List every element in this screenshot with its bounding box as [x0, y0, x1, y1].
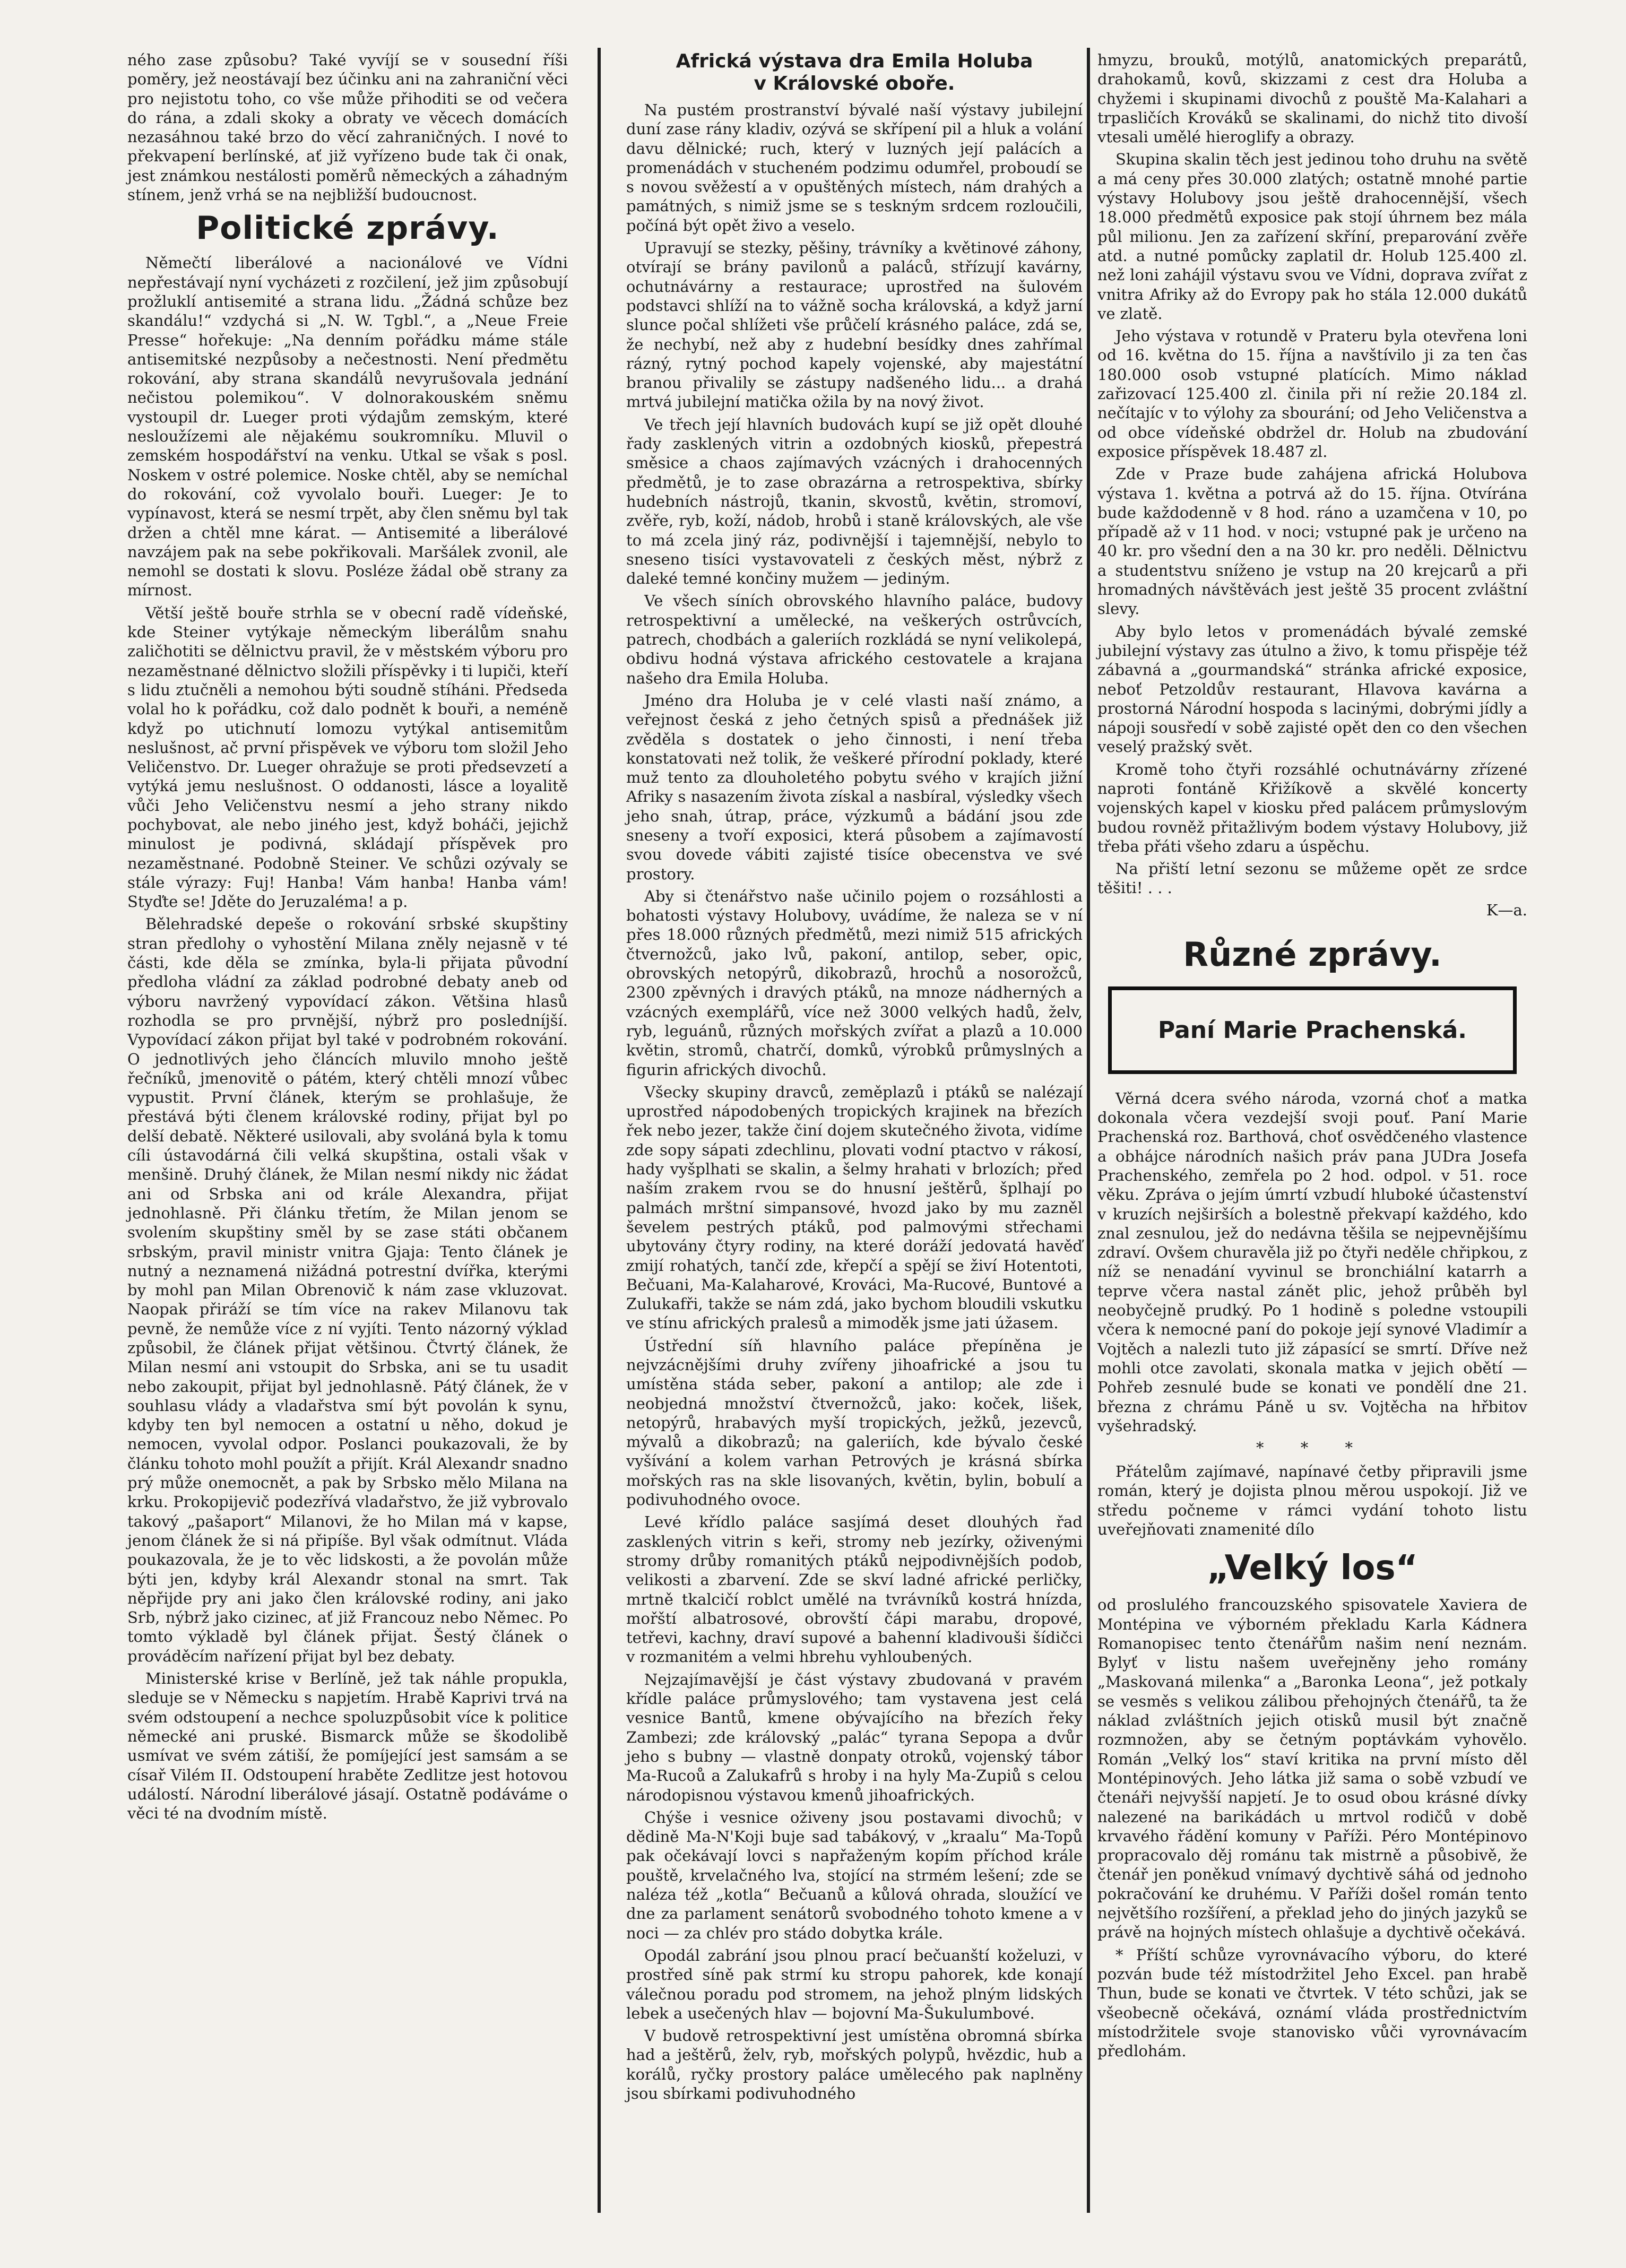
column-right [1097, 50, 1527, 2064]
paragraph: Věrná dcera svého národa, vzorná choť a matka dokonala včera vezdejší svoji pouť. Paní Marie Prachenská roz. Barthová, choť osvědčeného vlastence a obhájce národních našich práv pana JUDra Josefa Prachenského, zemřela po 2 hod. odpol. v 51. roce věku. Zpráva o jejím úmrtí vzbudí hluboké účastenství v kruzích nejširších a bolestně překvapí každého, kdo znal zesnulou, jež do nedávna těšila se nejpevnějšímu zdraví. Ovšem churavěla již po čtyři neděle chřipkou, z níž se nenadání vyvinul se bronchiální katarrh a teprve včera nastal zánět plic, jehož průběh byl neobyčejně prudký. Po 1 hodině s poledne vstoupili včera k nemocné paní do pokoje její synové Vladimír a Vojtěch a nalezli tuto již zápasící se smrtí. Dříve než mohli otce zavolati, skonala matka v jejich obětí — Pohřeb zesnulé bude se konati ve pondělí dne 21. března z chrámu Páně u sv. Vojtěcha na hřbitov vyšehradský. [1097, 1089, 1527, 1435]
article-headline [626, 50, 1083, 95]
paragraph: Aby bylo letos v promenádách bývalé zemské jubilejní výstavy zas útulno a živo, k tomu přispěje též zábavná a „gourmandská“ stránka africké exposice, neboť Petzoldův restaurant, Hlavova kavárna a prostorná Národní hospoda s lacinými, dobrými jídly a nápoji sousředí v sobě zajisté opět den co den všechen veselý pražský svět. [1097, 622, 1527, 756]
paragraph: Opodál zabrání jsou plnou prací bečuanští koželuzi, v prostřed síně pak strmí ku stropu pahorek, kde konají válečnou poradu pod stromem, na jehož plným lidských lebek a usečených hlav — bojovní Ma-Šukulumbové. [626, 1946, 1083, 2022]
paragraph: Přátelům zajímavé, napínavé četby připravili jsme román, který je dojista plnou měrou uspokojí. Již ve středu počneme v rámci vydání tohoto listu uveřejňovati znamenité dílo [1097, 1462, 1527, 1538]
column-left [127, 50, 568, 1826]
separator-stars: * * * [1256, 1439, 1369, 1457]
paragraph: Chýše i vesnice oživeny jsou postavami divochů; v dědině Ma-N'Koji buje sad tabákový, v „kraalu“ Ma-Topů pak očekávají lovci s napřaženým kopím příchod krále pouště, krvelačného lva, stojící na strmém lešení; zde se naléza též „kotla“ Bečuanů a kůlová ohrada, sloužící ve dne za parlament senátorů svobodného tohoto kmene a v noci — za chlév pro stádo dobytka krále. [626, 1808, 1083, 1942]
column-middle [626, 50, 1083, 2106]
paragraph: Bělehradské depeše o rokování srbské skupštiny stran předlohy o vyhostění Milana zněly nejasně v té části, kde děla se zmínka, byla-li přijata původní předloha vládní za základ podrobné debaty aneb od výboru navržený vypovídací zákon. Většina hlasů rozhodla se pro prvnější, nýbrž pro posledníjší. Vypovídací zákon přijat byl také v podrobném rokování. O jednotlivých jeho článcích mluvilo mnoho ještě řečníků, jmenovitě o pátém, který chtěli mnozí vůbec vypustit. První článek, kterým se prohlašuje, že přestává býti členem královské rodiny, přijat byl po delší debatě. Některé usilovali, aby svoláná byla k tomu cíli ústavodárná čili velká skupština, ostali však v menšině. Druhý článek, že Milan nesmí nikdy nic žádat ani od Srbska ani od krále Alexandra, přijat jednohlasně. Při článku třetím, že Milan jenom se svolením skupštiny směl by se zase státi občanem srbským, pravil ministr vnitra Gjaja: Tento článek je nutný a neznamená nižádná potrestní dvířka, kterými by mohl pan Milan Obrenovič k nám zase vkluzovat. Naopak přiráží se tím více na rakev Milanovu tak pevně, že nemůže více z ní vyjíti. Tento názorný výklad způsobil, že článek přijat většinou. Čtvrtý článek, že Milan nesmí ani vstoupit do Srbska, ani se tu usadit nebo zakoupit, přijat byl jednohlasně. Pátý článek, že v souhlasu vlády a vladařstva smí být povolán k synu, kdyby ten byl nemocen a ostatní u něho, dokud je nemocen, vyvolal odpor. Poslanci poukazovali, že by článku tohoto mohl použít a přijít. Král Alexandr snadno prý může onemocnět, a pak by Srbsko mělo Milana na krku. Prokopijevič podezřívá vladařstvo, že již vybrovalo takový „pašaport“ Milanovi, že ho Milan má v kapse, jenom článek že si ná připíše. Byl však odmítnut. Vláda poukazovala, že je to věc lidskosti, a že povolán může býti jen, kdyby král Alexandr stonal na smrt. Tak něpřijde pry ani jako člen královské rodiny, ani jako Srb, nýbrž jako cizinec, ať již Francouz nebo Němec. Po tomto výkladě byl článek přijat. Šestý článek o prováděcím nařízení přijat byl bez debaty. [127, 915, 568, 1665]
paragraph: V budově retrospektivní jest umístěna obromná sbírka had a ještěrů, želv, ryb, mořských polypů, hvězdic, hub a korálů, ryčky prostory paláce umělecého pak naplněny jsou sbírkami podivuhodného [626, 2027, 1083, 2102]
paragraph: Na pustém prostranství bývalé naší výstavy jubilejní duní zase rány kladiv, ozývá se skřípení pil a hluk a volání davu dělnické; ruch, který v luzných její palácích a promenádách v stucheném podzimu odumřel, proboudí se s novou svěžestí a v opuštěných místech, nám drahých a památných, s nimiž jsme se s teskným srdcem rozloučili, počíná být opět živo a veselo. [626, 101, 1083, 235]
serial-title: „Velký los“ [1207, 1548, 1418, 1588]
paragraph: Levé křídlo paláce sasjímá deset dlouhých řad zasklených vitrin s keři, stromy neb jezírky, oživenými stromy drůby romanitých ptáků nejpodivnějších podob, velikosti a zbarvení. Zde se skví ladné africké perličky, mrtně tkalcičí roblct umělé na tvrávníků kostrá hnízda, mořští albatrosové, obrovští čápi marabu, dropové, tetřevi, kachny, draví supové a bahenní kladivouši šídičci v rozmanitém a velmi hbrehu vyhloubených. [626, 1513, 1083, 1666]
paragraph: Jeho výstava v rotundě v Prateru byla otevřena loni od 16. května do 15. října a navštívilo ji za ten čas 180.000 osob vstupné platících. Mimo náklad zařizovací 125.400 zl. činila při ní režie 20.184 zl. nečítajíc v to výlohy za sbourání; od Jeho Veličenstva a od obce vídeňské obdržel dr. Holub na zbudování exposice příspěvek 18.487 zl. [1097, 327, 1527, 461]
paragraph: Zde v Praze bude zahájena africká Holubova výstava 1. května a potrvá až do 15. října. Otvírána bude každodenně v 8 hod. ráno a uzamčena v 10, po případě až v 11 hod. v noci; vstupné pak je určeno na 40 kr. pro všední den a na 30 kr. pro neděli. Dělnictvu a studentstvu sníženo je vstup na 20 krejcarů a při hromadných návštěvách jest ještě 35 procent zvláštní slevy. [1097, 465, 1527, 618]
headline-line: Africká výstava dra Emila Holuba [676, 50, 1033, 72]
paragraph: Skupina skalin těch jest jedinou toho druhu na světě a má ceny přes 30.000 zlatých; ostatně mnohé partie výstavy Holubovy jsou ještě drahocennější, všech 18.000 předmětů exposice pak stojí úhrnem bez mála půl milionu. Jen za zařízení skříní, preparování zvěře atd. a nutné pomůcky zaplatil dr. Holub 125.400 zl. než loni zahájil výstavu svou ve Vídni, doprava zvířat z vnitra Afriky až do Evropy pak ho stála 12.000 dukátů ve zlatě. [1097, 150, 1527, 323]
paragraph: Aby si čtenářstvo naše učinilo pojem o rozsáhlosti a bohatosti výstavy Holubovy, uvádíme, že naleza se v ní přes 18.000 různých předmětů, mezi nimiž 515 afrických čtvernožců, jako lvů, pakoní, antilop, seber, opic, obrovských netopýrů, dikobrazů, hrochů a nosorožců, 2300 zpěvných i dravých ptáků, na mnoze nádherných a vzácných exemplářů, více než 3000 velkých hadů, želv, ryb, leguánů, různých mořských zvířat a plazů a 10.000 květin, stromů, chatrčí, domků, výrobků průmyslných a figurin afrických divochů. [626, 887, 1083, 1079]
section-title-politics: Politické zprávy. [196, 210, 499, 247]
paragraph: * Příští schůze vyrovnávacího výboru, do které pozván bude též místodržitel Jeho Excel. pan hrabě Thun, bude se konati ve čtvrtek. V této schůzi, jak se všeobecně očekává, oznámí vláda prostřednictvím místodržitele svoje stanovisko vůči vyrovnávacím předlohám. [1097, 1945, 1527, 2061]
paragraph: Větší ještě bouře strhla se v obecní radě vídeňské, kde Steiner vytýkaje německým liberálům snahu zaličhotiti se dělnictvu pravil, že v městském výboru pro nezaměstnané dělnictvo složili příspěvky i ti lupiči, kteří s lidu ztučněli a nemohou býti soudně stíháni. Předseda volal ho k pořádku, což dalo podnět k bouři, a neméně když po utichnutí lomozu vytýkal antisemitům neslušnost, ač první přispěvek ve výboru tom složil Jeho Veličenstvo. Dr. Lueger ohražuje se proti předsevzetí a vytýká jemu neslušnost. O oddanosti, lásce a loyalitě vůči Jeho Veličenstvu nesmí a jeho strany nikdo pochybovat, ale nebo jiného jest, když boháči, jejichž minulost je podivná, skládají příspěvek pro nezaměstnané. Podobně Steiner. Ve schůzi ozývaly se stále výrazy: Fuj! Hanba! Vám hanba! Hanba vám! Styďte se! Jděte do Jeruzaléma! a p. [127, 603, 568, 911]
paragraph: Upravují se stezky, pěšiny, trávníky a květinové záhony, otvírají se brány pavilonů a paláců, střízují kavárny, ochutnávárny a restaurace; uprostřed na šulovém podstavci shlíží na to vážně socha královská, a když jarní slunce počal shlížeti vše průčelí krásného paláce, zdá se, že nechybí, než aby z hudební besídky dnes zahřímal rázný, rytný pochod kapely vojenské, aby majestátní branou přivalily se zástupy nadšeného lidu... a drahá mrtvá jubilejní matička ožila by na nový život. [626, 239, 1083, 411]
paragraph: Ve třech její hlavních budovách kupí se již opět dlouhé řady zasklených vitrin a ozdobných kiosků, přepestrá směsice a chaos zajímavých vzácných i drahocenných předmětů, je to zase obrazárna a retrospektiva, sbírky hudebních nástrojů, tkanin, skvostů, květin, stromoví, zvěře, ryb, koží, nádob, hrobů i staně královských, ale vše to má zcela jiný ráz, podivnější i tajemnější, nebylo to sneseno tisíci vystavovateli z českých měst, nýbrž z daleké temné končiny mužem — jediným. [626, 415, 1083, 588]
paragraph: Ministerské krise v Berlíně, jež tak náhle propukla, sleduje se v Německu s napjetím. Hrabě Kaprivi trvá na svém odstoupení a nechce spoluzpůsobit více k politice německé ani pruské. Bismarck může se škodolibě usmívat ve svém zátiší, že pomíjející jest samsám a se císař Vilém II. Odstoupení hraběte Zedlitze jest hotovou událostí. Národní liberálové jásají. Ostatně podáváme o věci té na dvodním místě. [127, 1669, 568, 1823]
section-title-news: Různé zprávy. [1183, 934, 1442, 974]
article-continuation: hmyzu, brouků, motýlů, anatomických preparátů, drahokamů, kovů, skizzami z cest dra Holuba a chyžemi i skupinami divochů z pouště Ma-Kalahari a trpasličích Krováků se skalinami, do nichž tito divoší vtesali umělé hieroglify a obrazy. [1097, 51, 1527, 146]
paragraph: Němečtí liberálové a nacionálové ve Vídni nepřestávají nyní vycházeti z rozčilení, jež jim způsobují prožluklí antisemité a strana lidu. „Žádná schůze bez skandálu!“ vzdychá si „N. W. Tgbl.“, a „Neue Freie Presse“ hořekuje: „Na denním pořádku máme stále antisemitské nezpůsoby a nečestnosti. Není předmětu rokování, aby strana skandálů nevyrušovala jednání nečistou polemikou“. V dolnorakouském sněmu vystoupil dr. Lueger proti výdajům zemským, které nesloužízemi ale nějakému soukromníku. Mluvil o zemském hospodářství na venku. Utkal se však s posl. Noskem v ostré polemice. Noske chtěl, aby se nemíchal do rokování, což vyvolalo bouři. Lueger: Je to vypínavost, která se nesmí trpět, aby člen sněmu byl tak držen a chtěl mne kárat. — Antisemité a liberálové navzájem pak na sebe pokřikovali. Maršálek zvonil, ale nemohl se dostati k slovu. Posléze žádal obě strany za mírnost. [127, 254, 568, 600]
paragraph: Ústřední síň hlavního paláce přepíněna je nejvzácnějšími druhy zvířeny jihoafrické a jsou tu umístěna stáda seber, pakoní a antilop; ale zde i neobjedná množství čtvernožců, jako: koček, lišek, netopýrů, hrabavých myší tropických, ježků, jezevců, mývalů a dikobrazů; na galeriích, kde bývalo české vyšívání a kolem varhan Petrových je krásná sbírka mořských ras na skle lisovaných, květin, bylin, bobulí a podivuhodného ovoce. [626, 1336, 1083, 1509]
paragraph: Všecky skupiny dravců, zeměplazů i ptáků se nalézají uprostřed nápodobených tropických krajinek na březích řek nebo jezer, takže činí dojem skutečného života, vidíme zde sopy sápati zdechlinu, plovati vodní ptactvo v rákosí, hady vyšplhati se skalin, a šelmy hrahati v brlozích; před naším zrakem rvou se do hnusní ještěrů, šplhají po palmách mrštní simpansové, hvozd jako by mu zazněl ševelem pestrých ptáků, pod palmovými střechami ubytovány čtyry rodiny, na které doráží jedovatá havěď zmijí rohatých, tančí zde, křepčí a spějí se živí Hotentoti, Bečuani, Ma-Kalaharové, Krováci, Ma-Rucové, Buntové a Zulukafři, takže se nám zdá, jako bychom bloudili vskutku ve stínu afrických pralesů a mimoděk jsme jati úžasem. [626, 1083, 1083, 1332]
paragraph: Nejzajímavější je část výstavy zbudovaná v pravém křídle paláce průmyslového; tam vystavena jest celá vesnice Bantů, kmene obývajícího na březích řeky Zambezi; zde královský „palác“ tyrana Sepopa a dvůr jeho s bubny — vlastně donpaty otroků, vojenský tábor Ma-Rucoů a Zalukafrů s hroby i na hyly Ma-Zupiů s celou národopisnou výstavou kmenů jihoafrických. [626, 1670, 1083, 1804]
obituary-name: Paní Marie Prachenská. [1158, 1016, 1467, 1044]
paragraph: Ve všech síních obrovského hlavního paláce, budovy retrospektivní a umělecké, na veškerých ostrůvcích, patrech, chodbách a galeriích rozkládá se nyní velikolepá, obdivu hodná výstava afrického cestovatele a krajana našeho dra Emila Holuba. [626, 592, 1083, 687]
article-continuation: ného zase způsobu? Také vyvíjí se v sousední říši poměry, jež neostávají bez účinku ani na zahraniční věci pro nejistotu toho, co vše může přihoditi se od večera do rána, a zdali skoky a obraty ve věcech domácích nezasáhnou také brzo do věcí zahraničných. I nové to překvapení berlínské, ať již vyřízeno bude tak či onak, jest známkou nestálosti poměrů německých a záhadným stínem, jenž vrhá se na nejbližší budoucnost. [127, 51, 568, 204]
paragraph: Jméno dra Holuba je v celé vlasti naší známo, a veřejnost česká z jeho četných spisů a přednášek již zvěděla s dostatek o jeho činnosti, i není třeba konstatovati než tolik, že veškeré přírodní poklady, které muž tento za dlouholetého pobytu svého v krajích jižní Afriky s nasazením života získal a nasbíral, výsledky všech jeho snah, útrap, práce, výzkumů a bádání jsou zde sneseny a tvoří exposici, která působem a zajímavostí svou dovede vábiti zajisté tisíce obecenstva ve své prostory. [626, 691, 1083, 883]
article-signature: K—a. [1486, 901, 1527, 919]
column-rule [598, 48, 601, 2213]
headline-line: v Královské oboře. [754, 73, 955, 94]
paragraph: Na přiští letní sezonu se můžeme opět ze srdce těšiti! . . . [1097, 860, 1527, 897]
paragraph: Kromě toho čtyři rozsáhlé ochutnávárny zřízené naproti fontáně Křižíkově a skvělé koncerty vojenských kapel v kiosku před palácem průmyslovým budou rovněž přitažlivým bodem výstavy Holubovy, již třeba přáti všeho zdaru a úspěchu. [1097, 760, 1527, 855]
paragraph: od proslulého francouzského spisovatele Xaviera de Montépina ve výborném překladu Karla Kádnera Romanopisec tento čtenářům našim není neznám. Bylyť v listu našem uveřejněny jeho romány „Maskovaná milenka“ a „Baronka Leona“, jež potkaly se vesměs s velikou zálibou přehojných čtenářů, ta že náklad zvláštních jejich otisků musil být značně rozmnožen, aby se četným poptávkám vyhovělo. Román „Velký los“ staví kritika na první místo děl Montépinových. Jeho látka již sama o sobě vzbudí ve čtenáři nejvyšší napjetí. Je to osud obou krásné dívky nalezené na barikádách u mrtvol rodičů v době krvavého řádění komuny v Paříži. Péro Montépinovo propracovalo děj románu tak mistrně a působivě, že čtenář jen poněkud vnímavý dychtivě sáhá od jednoho pokračování ke druhému. V Paříži došel román tento největšího rozšíření, a překlad jeho do jiných jazyků se právě na hojných místech ohlašuje a dychtivě očekává. [1097, 1596, 1527, 1942]
column-rule [1087, 48, 1090, 2213]
obituary-box [1108, 986, 1517, 1074]
